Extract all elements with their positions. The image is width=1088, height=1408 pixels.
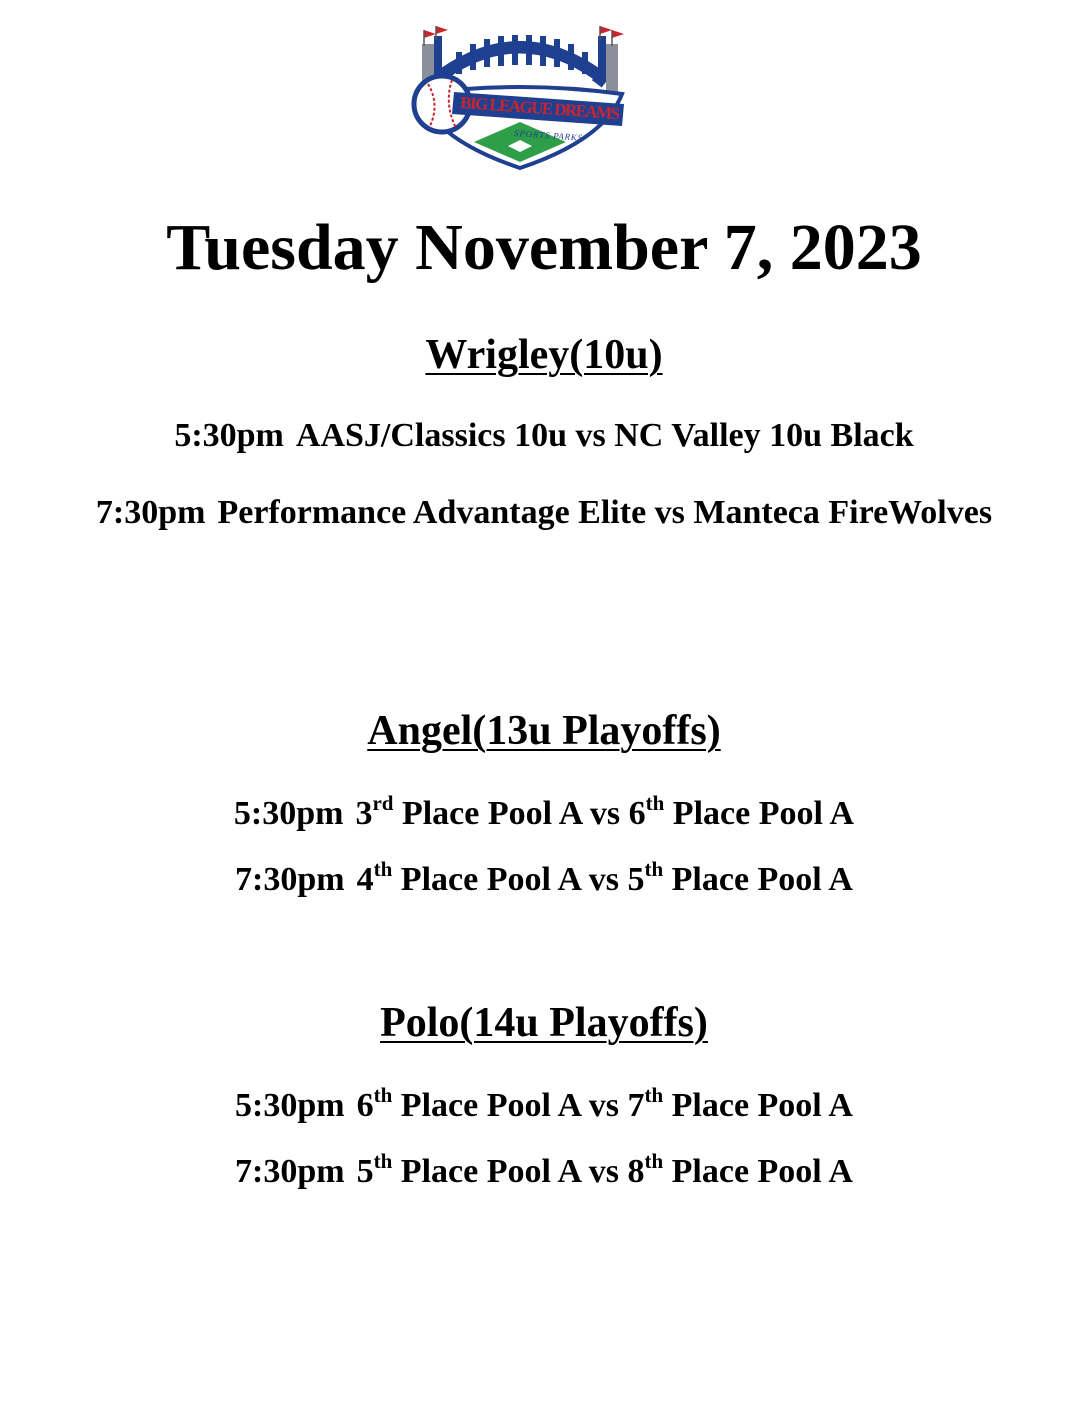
team1-pool: Place Pool A [400, 861, 581, 898]
team2-ordinal: th [645, 790, 665, 815]
team1-pool: Place Pool A [401, 795, 582, 832]
game-matchup: AASJ/Classics 10u vs NC Valley 10u Black [295, 417, 914, 454]
game-matchup: Performance Advantage Elite vs Manteca FireWolves [217, 494, 993, 531]
page-title: Tuesday November 7, 2023 [166, 211, 922, 284]
game-time: 5:30pm [235, 1087, 345, 1124]
game-row [90, 491, 998, 535]
versus-label: vs [588, 1153, 619, 1190]
versus-label: vs [588, 861, 619, 898]
game-row [0, 792, 1088, 836]
team2-place: 7 [627, 1087, 645, 1124]
team1-ordinal: th [373, 1148, 393, 1173]
game-time: 5:30pm [174, 417, 284, 454]
section-heading-wrigley: Wrigley(10u) [425, 332, 663, 378]
team1-place: 5 [356, 1153, 374, 1190]
team1-ordinal: th [373, 1082, 393, 1107]
team2-ordinal: th [644, 1082, 664, 1107]
section-heading-angel: Angel(13u Playoffs) [367, 708, 721, 754]
team2-place: 8 [627, 1153, 645, 1190]
game-time: 7:30pm [235, 861, 345, 898]
team1-ordinal: th [373, 856, 393, 881]
team2-pool: Place Pool A [671, 861, 853, 898]
versus-label: vs [589, 795, 621, 832]
game-time: 7:30pm [95, 494, 206, 531]
game-row [0, 1150, 1088, 1194]
game-row [0, 858, 1088, 902]
team2-ordinal: th [644, 1148, 664, 1173]
team2-ordinal: th [644, 856, 664, 881]
team2-pool: Place Pool A [672, 795, 855, 832]
team1-place: 3 [355, 795, 373, 832]
team2-place: 5 [627, 861, 645, 898]
team2-pool: Place Pool A [671, 1153, 853, 1190]
team2-pool: Place Pool A [671, 1087, 853, 1124]
versus-label: vs [588, 1087, 619, 1124]
game-time: 7:30pm [235, 1153, 345, 1190]
big-league-dreams-logo [404, 22, 636, 172]
team1-pool: Place Pool A [400, 1153, 581, 1190]
logo-sub-text: SPORTS PARKS [513, 128, 583, 143]
game-row [0, 414, 1088, 458]
section-heading-polo: Polo(14u Playoffs) [380, 1000, 708, 1046]
game-row [0, 1084, 1088, 1128]
team1-pool: Place Pool A [400, 1087, 581, 1124]
team1-place: 6 [356, 1087, 374, 1124]
team1-ordinal: rd [372, 790, 394, 815]
game-time: 5:30pm [233, 795, 344, 832]
team2-place: 6 [628, 795, 646, 832]
team1-place: 4 [356, 861, 374, 898]
logo-main-text: BIG LEAGUE DREAMS [459, 93, 621, 124]
